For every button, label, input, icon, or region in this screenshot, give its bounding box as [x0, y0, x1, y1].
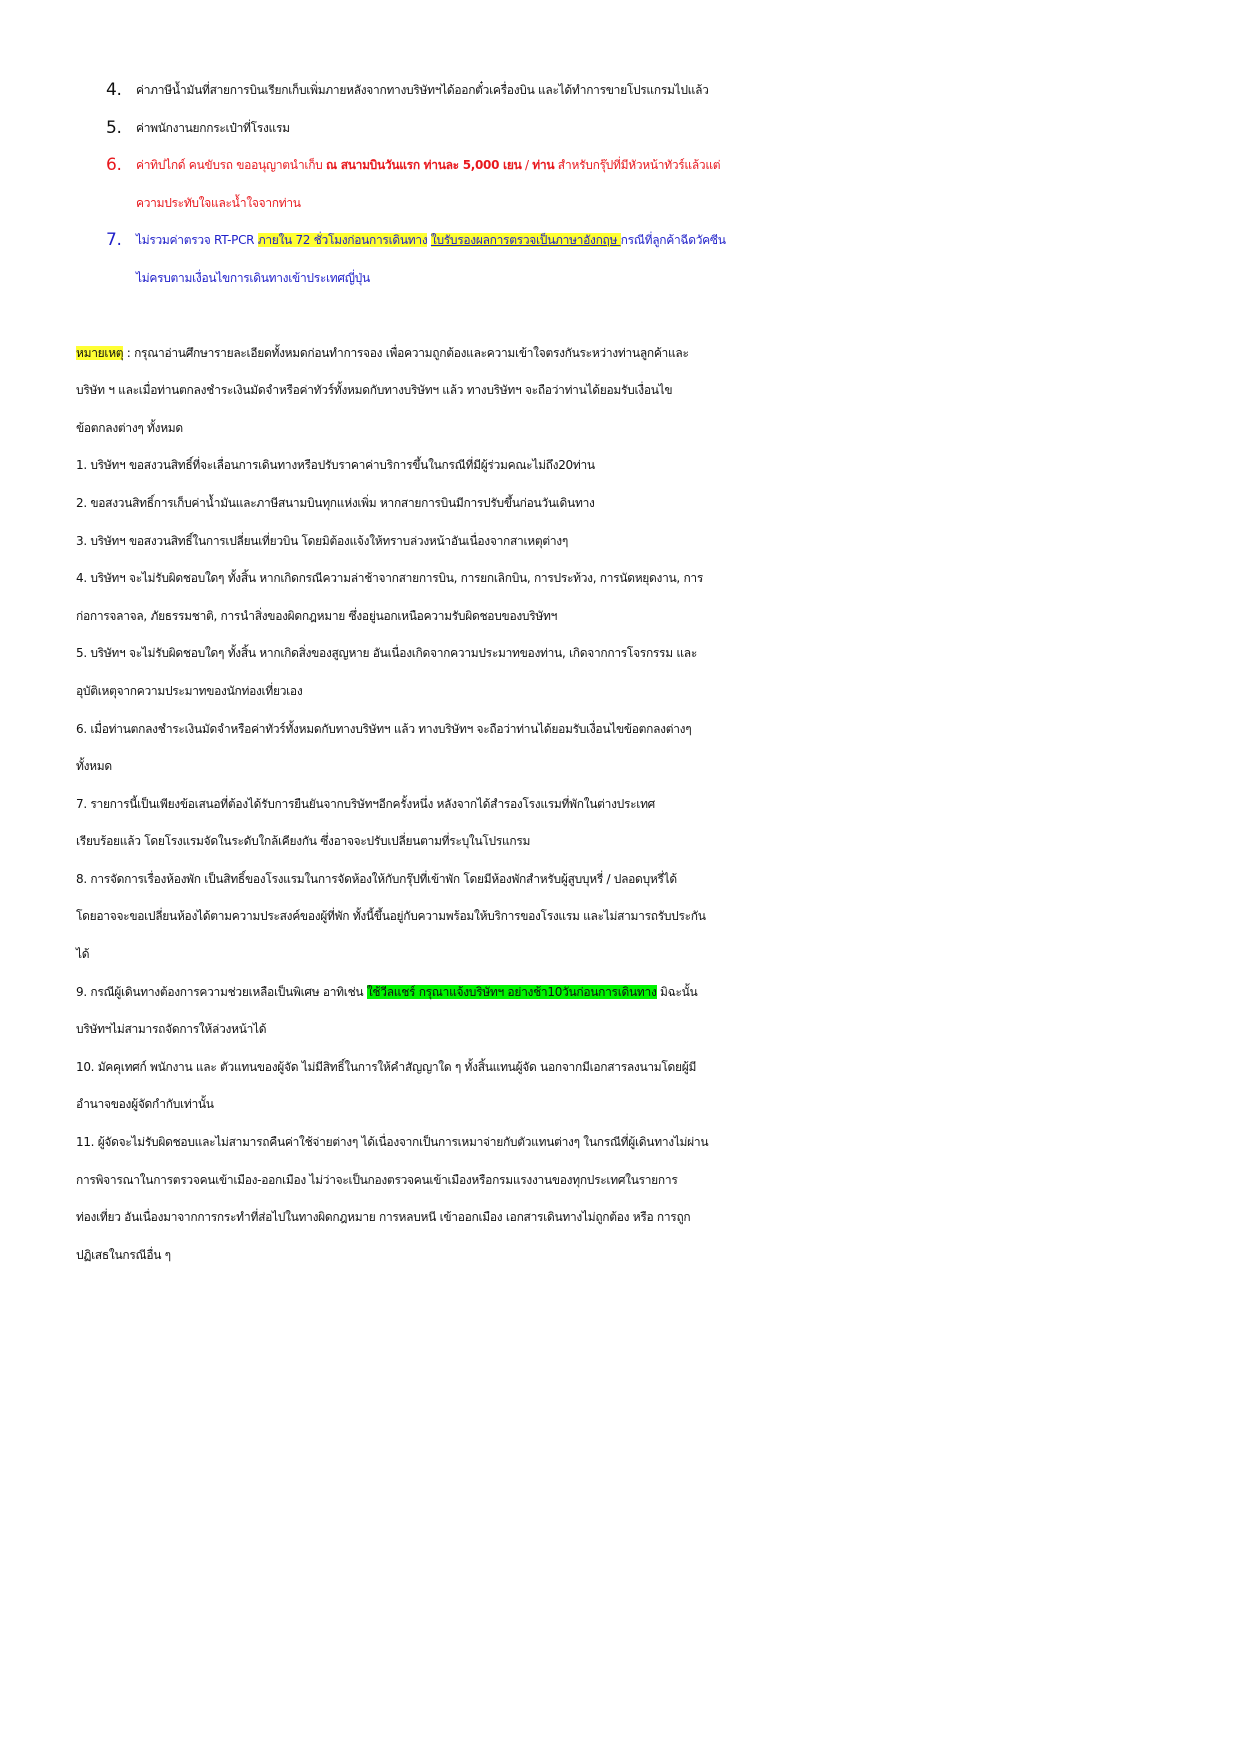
term-11-continued-3: ปฏิเสธในกรณีอื่น ๆ [76, 1247, 171, 1262]
list-item-7-continued: ไม่ครบตามเงื่อนไขการเดินทางเข้าประเทศญี่ปุ่น [136, 270, 370, 285]
remark-intro [76, 335, 1169, 373]
list-text [136, 222, 1169, 260]
term-1: 1. บริษัทฯ ขอสงวนสิทธิ์ที่จะเลื่อนการเดินทางหรือปรับราคาค่าบริการขึ้นในกรณีที่มีผู้ร่วมคณะไม่ถึง20ท่าน [76, 458, 595, 473]
list-item-5 [76, 110, 1169, 148]
list-number: 5. [106, 117, 122, 138]
remark-line-3: ข้อตกลงต่างๆ ทั้งหมด [76, 420, 183, 435]
term-9-text: 9. กรณีผู้เดินทางต้องการความช่วยเหลือเป็นพิเศษ อาทิเช่น [76, 984, 367, 999]
tip-slash: / [521, 158, 533, 173]
term-8-continued-2: ได้ [76, 947, 90, 962]
term-6: 6. เมื่อท่านตกลงชำระเงินมัดจำหรือค่าทัวร์ทั้งหมดกับทางบริษัทฯ แล้ว ทางบริษัทฯ จะถือว่าท่านได้ยอมรับเงื่อนไขข้อตกลงต่างๆ [76, 721, 692, 736]
list-text [136, 147, 1169, 185]
term-9-tail: มิฉะนั้น [656, 984, 698, 999]
term-7: 7. รายการนี้เป็นเพียงข้อเสนอที่ต้องได้รับการยืนยันจากบริษัทฯอีกครั้งหนึ่ง หลังจากได้สำรองโรงแรมที่พักในต่างประเทศ [76, 796, 656, 811]
remark-line-2: บริษัท ฯ และเมื่อท่านตกลงชำระเงินมัดจำหรือค่าทัวร์ทั้งหมดกับทางบริษัทฯ แล้ว ทางบริษัทฯ จะถือว่าท่านได้ยอมรับเงื่อนไข [76, 383, 673, 398]
term-5: 5. บริษัทฯ จะไม่รับผิดชอบใดๆ ทั้งสิ้น หากเกิดสิ่งของสูญหาย อันเนื่องเกิดจากความประมาทของท่าน, เกิดจากการโจรกรรม และ [76, 646, 697, 661]
term-9 [76, 974, 1169, 1012]
term-2: 2. ขอสงวนสิทธิ์การเก็บค่าน้ำมันและภาษีสนามบินทุกแห่งเพิ่ม หากสายการบินมีการปรับขึ้นก่อนวันเดินทาง [76, 495, 595, 510]
remark-colon: : [123, 345, 135, 360]
term-8: 8. การจัดการเรื่องห้องพัก เป็นสิทธิ์ของโรงแรมในการจัดห้องให้กับกรุ๊ปที่เข้าพัก โดยมีห้องพักสำหรับผู้สูบบุหรี่ / ปลอดบุหรี่ได้ [76, 871, 677, 886]
remark-text: กรุณาอ่านศึกษารายละเอียดทั้งหมดก่อนทำการจอง เพื่อความถูกต้องและความเข้าใจตรงกันระหว่างท่านลูกค้าและ [134, 345, 689, 360]
rtpcr-condition: กรณีที่ลูกค้าฉีดวัคซีน [620, 233, 726, 248]
list-item-7 [76, 222, 1169, 260]
remark-label: หมายเหตุ [76, 345, 124, 360]
term-9-continued: บริษัทฯไม่สามารถจัดการให้ล่วงหน้าได้ [76, 1022, 267, 1037]
list-item-4 [76, 72, 1169, 110]
term-11-continued: การพิจารณาในการตรวจคนเข้าเมือง-ออกเมือง ไม่ว่าจะเป็นกองตรวจคนเข้าเมืองหรือกรมแรงงานของทุกประเทศในรายการ [76, 1172, 678, 1187]
list-number: 7. [106, 230, 122, 251]
list-number: 4. [106, 80, 122, 100]
list-number: 6. [106, 155, 122, 176]
term-11: 11. ผู้จัดจะไม่รับผิดชอบและไม่สามารถคืนค่าใช้จ่ายต่างๆ ได้เนื่องจากเป็นการเหมาจ่ายกับตัวแทนต่างๆ ในกรณีที่ผู้เดินทางไม่ผ่าน [76, 1135, 709, 1150]
tip-text: ค่าทิปไกด์ คนขับรถ ขออนุญาตนำเก็บ [136, 158, 326, 173]
term-4-continued: ก่อการจลาจล, ภัยธรรมชาติ, การนำสิ่งของผิดกฎหมาย ซึ่งอยู่นอกเหนือความรับผิดชอบของบริษัทฯ [76, 608, 558, 623]
list-text: ค่าภาษีน้ำมันที่สายการบินเรียกเก็บเพิ่มภายหลังจากทางบริษัทฯได้ออกตั๋วเครื่องบิน และได้ทำการขายโปรแกรมไปแล้ว [136, 83, 709, 97]
term-3: 3. บริษัทฯ ขอสงวนสิทธิ์ในการเปลี่ยนเที่ยวบิน โดยมิต้องแจ้งให้ทราบล่วงหน้าอันเนื่องจากสาเหตุต่างๆ [76, 533, 568, 548]
tip-note: สำหรับกรุ๊ปที่มีหัวหน้าทัวร์แล้วแต่ [554, 158, 721, 173]
list-item-6-continued: ความประทับใจและน้ำใจจากท่าน [136, 195, 301, 210]
term-10: 10. มัคคุเทศก์ พนักงาน และ ตัวแทนของผู้จัด ไม่มีสิทธิ์ในการให้คำสัญญาใด ๆ ทั้งสิ้นแทนผู้จัด นอกจากมีเอกสารลงนามโดยผู้มี [76, 1059, 697, 1074]
term-4: 4. บริษัทฯ จะไม่รับผิดชอบใดๆ ทั้งสิ้น หากเกิดกรณีความล่าช้าจากสายการบิน, การยกเลิกบิน, การประท้วง, การนัดหยุดงาน, การ [76, 571, 704, 586]
rtpcr-text: ไม่รวมค่าตรวจ RT-PCR [136, 233, 258, 248]
term-10-continued: อำนาจของผู้จัดกำกับเท่านั้น [76, 1097, 214, 1112]
rtpcr-certificate-highlight: ใบรับรองผลการตรวจเป็นภาษาอังกฤษ [430, 233, 621, 248]
rtpcr-timeframe-highlight: ภายใน 72 ชั่วโมงก่อนการเดินทาง [257, 233, 428, 248]
term-11-continued-2: ท่องเที่ยว อันเนื่องมาจากการกระทำที่ส่อไปในทางผิดกฎหมาย การหลบหนี เข้าออกเมือง เอกสารเดินทางไม่ถูกต้อง หรือ การถูก [76, 1210, 691, 1225]
list-text: ค่าพนักงานยกกระเป๋าที่โรงแรม [136, 120, 290, 135]
term-8-continued: โดยอาจจะขอเปลี่ยนห้องได้ตามความประสงค์ของผู้ที่พัก ทั้งนี้ขึ้นอยู่กับความพร้อมให้บริการของโรงแรม และไม่สามารถรับประกัน [76, 909, 706, 924]
list-item-6 [76, 147, 1169, 185]
term-5-continued: อุบัติเหตุจากความประมาทของนักท่องเที่ยวเอง [76, 683, 303, 698]
spacer [76, 298, 1169, 335]
tip-per-person: ท่าน [532, 158, 555, 173]
term-7-continued: เรียบร้อยแล้ว โดยโรงแรมจัดในระดับใกล้เคียงกัน ซึ่งอาจจะปรับเปลี่ยนตามที่ระบุในโปรแกรม [76, 834, 531, 849]
wheelchair-highlight: ใช้วีลแชร์ กรุณาแจ้งบริษัทฯ อย่างช้า10วันก่อนการเดินทาง [366, 984, 657, 999]
tip-amount: ณ สนามบินวันแรก ท่านละ 5,000 เยน [326, 158, 522, 173]
term-6-continued: ทั้งหมด [76, 759, 112, 774]
